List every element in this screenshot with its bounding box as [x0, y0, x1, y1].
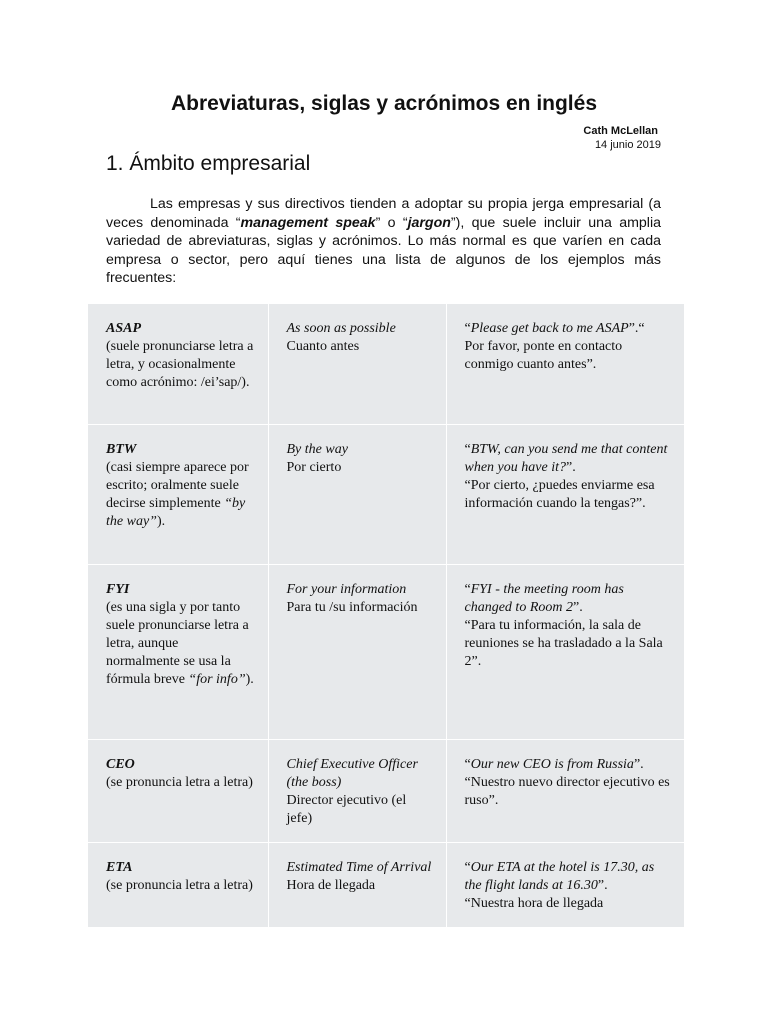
table-row: [88, 304, 684, 424]
intro-term-management-speak: management speak: [240, 214, 376, 231]
example-spanish: “Nuestra hora de llegada: [464, 895, 604, 911]
meaning-english: For your information: [286, 581, 407, 597]
abbreviations-table: [88, 304, 684, 928]
abbr-cell: [88, 739, 268, 842]
meaning-spanish: Para tu /su información: [286, 599, 418, 615]
meaning-english: As soon as possible: [286, 321, 396, 336]
meaning-english: Estimated Time of Arrival: [286, 859, 432, 875]
abbr-note: (es una sigla y por tanto suele pronunciarse letra a letra, aunque normalmente se usa la fórmula breve: [106, 599, 249, 687]
document-date: 14 junio 2019: [594, 139, 661, 151]
abbr-cell: [88, 564, 268, 739]
intro-term-jargon: jargon: [407, 214, 451, 231]
example-spanish: “Para tu información, la sala de reuniones se ha trasladado a la Sala 2”.: [464, 617, 663, 669]
table-row: [88, 424, 684, 564]
abbr-term: BTW: [106, 441, 137, 457]
section-heading: 1. Ámbito empresarial: [106, 152, 311, 175]
meaning-spanish: Director ejecutivo (el jefe): [286, 792, 407, 826]
meaning-cell: [268, 304, 446, 424]
meaning-english: By the way: [286, 441, 348, 457]
example-cell: [446, 739, 684, 842]
example-english: Our ETA at the hotel is 17.30, as the flight lands at 16.30: [464, 859, 655, 893]
abbr-term: CEO: [106, 756, 135, 772]
abbr-note-italic: “for info”: [188, 671, 246, 687]
document-title: Abreviaturas, siglas y acrónimos en inglés: [171, 92, 597, 115]
example-cell: [446, 842, 684, 927]
meaning-cell: [268, 842, 446, 927]
meaning-cell: [268, 564, 446, 739]
abbr-cell: [88, 842, 268, 927]
meaning-spanish: Hora de llegada: [286, 877, 376, 893]
abbr-term: FYI: [106, 581, 130, 597]
example-cell: [446, 564, 684, 739]
example-quote-open: “: [464, 441, 471, 457]
example-spanish: “Por cierto, ¿puedes enviarme esa información cuando la tengas?”.: [464, 477, 655, 511]
abbr-note: (suele pronunciarse letra a letra, y ocasionalmente como acrónimo: /ei’sap/).: [106, 339, 254, 390]
intro-text-2: ” o “: [375, 214, 408, 231]
example-quote-open: “: [464, 756, 471, 772]
example-cell: [446, 424, 684, 564]
abbr-note: (se pronuncia letra a letra): [106, 774, 253, 790]
intro-text-3: ”), que suele incluir una amplia variedad de abreviaturas, siglas y acrónimos. Lo más normal es que varíen en cada empresa o sector, pero aquí tienes una lista de algunos de los ejemplos más frecuentes:: [106, 214, 661, 286]
abbr-note: (casi siempre aparece por escrito; oralmente suele decirse simplemente: [106, 459, 249, 511]
example-quote-open: “: [464, 859, 471, 875]
author-name: Cath McLellan: [583, 125, 658, 137]
abbr-term: ETA: [106, 859, 133, 875]
example-spanish: “Nuestro nuevo director ejecutivo es ruso”.: [464, 774, 670, 808]
meaning-cell: [268, 424, 446, 564]
example-english: FYI - the meeting room has changed to Room 2: [464, 581, 624, 615]
example-quote-close: ”.“: [628, 321, 645, 336]
abbr-note-end: ).: [156, 513, 166, 529]
abbr-note-end: ).: [245, 671, 254, 687]
example-quote-close: ”.: [572, 599, 583, 615]
abbr-cell: [88, 304, 268, 424]
example-quote-close: ”.: [597, 877, 608, 893]
example-quote-close: ”.: [633, 756, 644, 772]
table-row: [88, 842, 684, 927]
example-english: BTW, can you send me that content when you have it?: [464, 441, 668, 475]
example-spanish: Por favor, ponte en contacto conmigo cuanto antes”.: [464, 339, 623, 372]
example-cell: [446, 304, 684, 424]
example-quote-open: “: [464, 321, 471, 336]
abbr-cell: [88, 424, 268, 564]
example-english: Our new CEO is from Russia: [470, 756, 634, 772]
meaning-spanish: Cuanto antes: [286, 339, 360, 354]
meaning-spanish: Por cierto: [286, 459, 342, 475]
example-english: Please get back to me ASAP: [470, 321, 629, 336]
table-row: [88, 739, 684, 842]
abbr-note-italic: “by the way”: [106, 495, 246, 529]
example-quote-close: ”.: [565, 459, 576, 475]
intro-paragraph: [106, 195, 661, 288]
table-row: [88, 564, 684, 739]
meaning-cell: [268, 739, 446, 842]
example-quote-open: “: [464, 581, 471, 597]
abbr-note: (se pronuncia letra a letra): [106, 877, 253, 893]
meaning-english: Chief Executive Officer (the boss): [286, 756, 418, 790]
intro-text-1: Las empresas y sus directivos tienden a adoptar su propia jerga empresarial (a veces denominada “: [106, 196, 661, 231]
abbr-term: ASAP: [106, 321, 142, 336]
